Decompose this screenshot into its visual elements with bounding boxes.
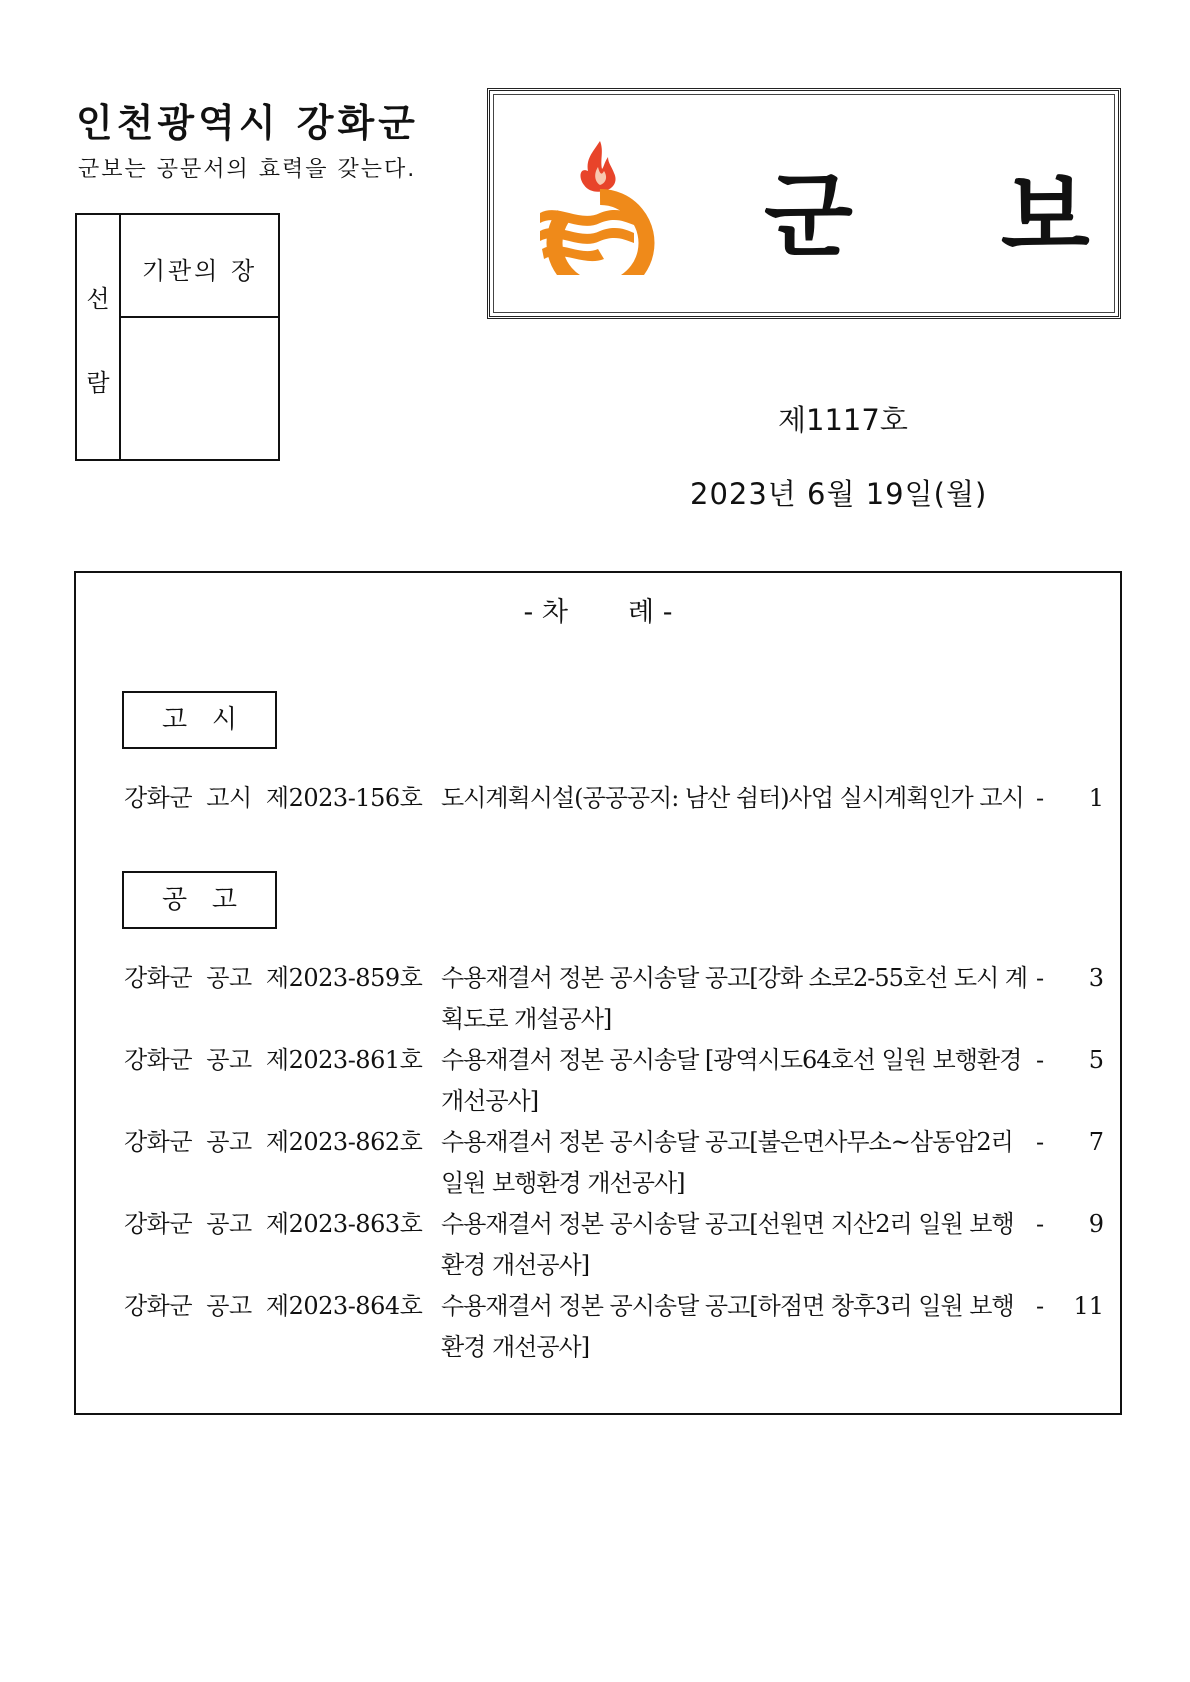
toc-entry-page: 3 <box>1088 964 1104 992</box>
toc-entry-page: 9 <box>1088 1210 1104 1238</box>
toc-entry-page: 11 <box>1073 1292 1104 1320</box>
issue-number: 제1117호 <box>778 403 908 437</box>
toc-entry-leader: - <box>1036 1046 1045 1074</box>
toc-entry-title: 수용재결서 정본 공시송달 공고[하점면 창후3리 일원 보행 환경 개선공사] <box>441 1292 1014 1361</box>
gazette-title-char-2: 보 <box>1000 163 1092 270</box>
organization-name: 인천광역시 강화군 <box>76 101 419 145</box>
toc-entry-title: 수용재결서 정본 공시송달 공고[선원면 지산2리 일원 보행 환경 개선공사] <box>441 1210 1014 1279</box>
gazette-banner <box>487 88 1121 319</box>
toc-entry-title: 수용재결서 정본 공시송달 공고[강화 소로2-55호선 도시 계획도로 개설공사] <box>441 964 1028 1033</box>
toc-entry-number: 강화군 고시 제2023-156호 <box>124 784 423 812</box>
toc-entry-leader: - <box>1036 1128 1045 1156</box>
head-of-agency-label: 기관의 장 <box>121 215 278 318</box>
section-header-notices: 고 시 <box>122 691 277 749</box>
toc-entry-number: 강화군 공고 제2023-861호 <box>124 1046 423 1074</box>
toc-entry-leader: - <box>1036 1210 1045 1238</box>
toc-entry-number: 강화군 공고 제2023-859호 <box>124 964 423 992</box>
banner-inner-frame <box>493 94 1115 313</box>
toc-entry-leader: - <box>1036 784 1045 812</box>
toc-entry-title: 수용재결서 정본 공시송달 공고[불은면사무소~삼동암2리 일원 보행환경 개선공사] <box>441 1128 1013 1197</box>
review-label-column <box>77 215 121 459</box>
toc-entry-title: 수용재결서 정본 공시송달 [광역시도64호선 일원 보행환경 개선공사] <box>441 1046 1022 1115</box>
ganghwa-county-emblem-icon <box>534 137 662 275</box>
toc-title: - 차 례 - <box>523 597 673 628</box>
toc-entry-title: 도시계획시설(공공공지: 남산 쉼터)사업 실시계획인가 고시 <box>441 784 1024 812</box>
toc-entry-number: 강화군 공고 제2023-863호 <box>124 1210 423 1238</box>
toc-entry-leader: - <box>1036 1292 1045 1320</box>
toc-entry-number: 강화군 공고 제2023-862호 <box>124 1128 423 1156</box>
review-label-char-2: 람 <box>86 369 110 397</box>
toc-entry-page: 1 <box>1088 784 1104 812</box>
gazette-title <box>764 143 1092 275</box>
review-box <box>75 213 280 461</box>
toc-entry-number: 강화군 공고 제2023-864호 <box>124 1292 423 1320</box>
toc-entry-page: 7 <box>1088 1128 1104 1156</box>
section-header-announcements: 공 고 <box>122 871 277 929</box>
organization-subtitle: 군보는 공문서의 효력을 갖는다. <box>78 157 417 182</box>
gazette-title-char-1: 군 <box>764 163 855 270</box>
issue-date: 2023년 6월 19일(월) <box>690 477 988 511</box>
toc-entry-page: 5 <box>1088 1046 1104 1074</box>
toc-entry-leader: - <box>1036 964 1045 992</box>
review-label-char-1: 선 <box>86 285 110 313</box>
